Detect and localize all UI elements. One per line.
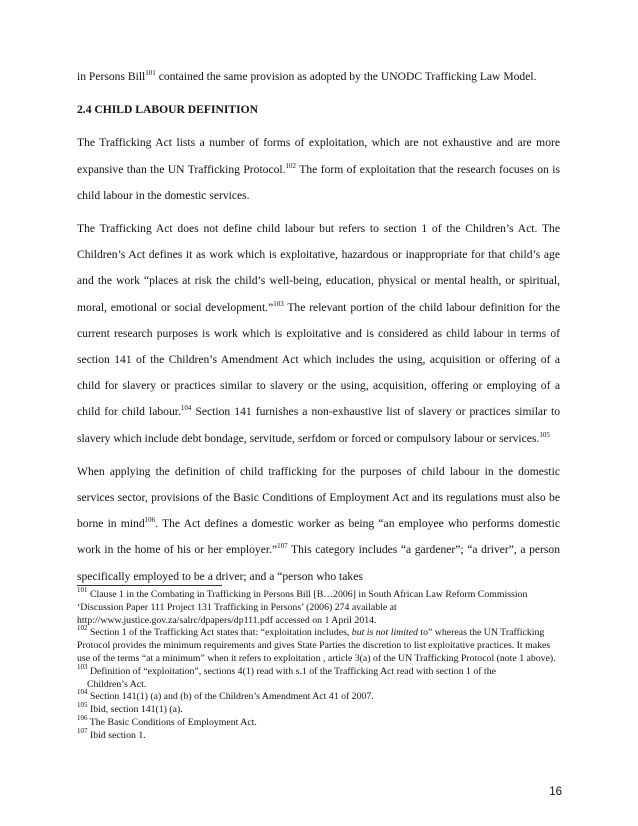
paragraph-2-text-end: Section 141 furnishes a non-exhaustive list of slavery or practices similar to slavery which include debt bondage, servitude, serfdom or forced or compulsory labour or services. [77,405,560,445]
footnote-emphasis: but is not limited [351,627,418,639]
footnote-ref-101[interactable]: 101 [145,69,156,77]
footnote-text-cont: to” whereas the UN Trafficking Protocol provides the minimum requirements and gives State Parties the discretion to list exploitative practices. It makes use of the terms “at a minimum” when it refers to exploitation , article 3(a) of the UN Trafficking Protocol (note 1 above). [77,627,556,664]
intro-text: in Persons Bill [77,70,146,83]
footnote-number: 104 [77,688,88,697]
section-heading: 2.4 CHILD LABOUR DEFINITION [77,103,259,117]
paragraph-1-text: The Trafficking Act lists a number of forms of exploitation, which are not exhaustive and are more expansive than the UN Trafficking Protocol. [77,136,560,176]
footnote-divider [77,585,222,586]
footnote-number: 102 [77,624,88,633]
footnote-ref-106[interactable]: 106 [144,516,156,525]
footnote-107 [77,726,560,743]
footnote-104 [77,688,560,704]
paragraph-3 [77,459,560,590]
body-text [77,64,560,597]
intro-paragraph [77,64,560,90]
footnote-text: Ibid, section 141(1) (a). [87,704,183,716]
footnote-106 [77,713,560,730]
footnote-number: 106 [77,713,88,722]
footnote-ref-105[interactable]: 105 [539,430,550,439]
footnote-text: Section 141(1) (a) and (b) of the Children’s Amendment Act 41 of 2007. [87,691,374,703]
footnote-text: Section 1 of the Trafficking Act states that: “exploitation includes, [87,627,352,639]
footnote-ref-107[interactable]: 107 [277,542,288,551]
footnote-103 [77,662,560,679]
footnote-text: Definition of “exploitation”, sections 4(1) read with s.1 of the Trafficking Act read with section 1 of the [87,665,496,677]
paragraph-2-text-cont: The relevant portion of the child labour definition for the current research purposes is work which is exploitative and is considered as child labour in terms of section 141 of the Children’s Amendment Act which includes the using, acquisition or offering of a child for slavery or practices similar to slavery or the using, acquisition, offering or employing of a child for child labour. [77,300,560,419]
footnote-103-cont: Children’s Act. [87,678,147,690]
footnote-number: 103 [77,662,88,671]
paragraph-3-text-end: This category includes “a gardener”; “a driver”, a person specifically employed to be a driver; and a “person who takes [77,543,560,583]
footnote-101 [77,586,560,627]
footnote-ref-104[interactable]: 104 [180,404,192,413]
footnotes [77,586,560,743]
footnote-text: The Basic Conditions of Employment Act. [87,716,257,728]
footnote-105 [77,701,560,717]
paragraph-3-text-cont: . The Act defines a domestic worker as being “an employee who performs domestic work in the home of his or her employer.” [77,517,561,557]
footnote-102 [77,624,560,665]
paragraph-2 [77,216,560,452]
paragraph-2-text: The Trafficking Act does not define child labour but refers to section 1 of the Children’s Act. The Children’s Act defines it as work which is exploitative, hazardous or inappropriate for that child’s age and the work “places at risk the child’s well-being, education, physical or mental health, or spiritual, moral, emotional or social development.” [77,222,560,314]
footnote-number: 101 [77,586,88,594]
footnote-number: 105 [77,701,88,710]
page-number: 16 [549,786,562,798]
paragraph-3-text: When applying the definition of child trafficking for the purposes of child labour in the domestic services sector, provisions of the Basic Conditions of Employment Act and its regulations must also be borne in mind [77,464,560,531]
footnote-ref-103[interactable]: 103 [273,299,284,308]
paragraph-1-text-cont: The form of exploitation that the research focuses on is child labour in the domestic services. [77,162,560,202]
footnote-ref-102[interactable]: 102 [285,161,297,170]
paragraph-1 [77,130,560,209]
footnote-number: 107 [77,726,88,735]
footnote-text: Clause 1 in the Combating in Trafficking in Persons Bill [B…2006] in South African Law Reform Commission ‘Discussion Paper 111 Project 131 Trafficking in Persons’ (2006) 274 available at http://www.justice.gov.za/salrc/dpapers/dp111.pdf accessed on 1 April 2014. [77,589,528,626]
intro-text-cont: contained the same provision as adopted by the UNODC Trafficking Law Model. [155,70,537,83]
footnote-text: Ibid section 1. [87,729,146,741]
